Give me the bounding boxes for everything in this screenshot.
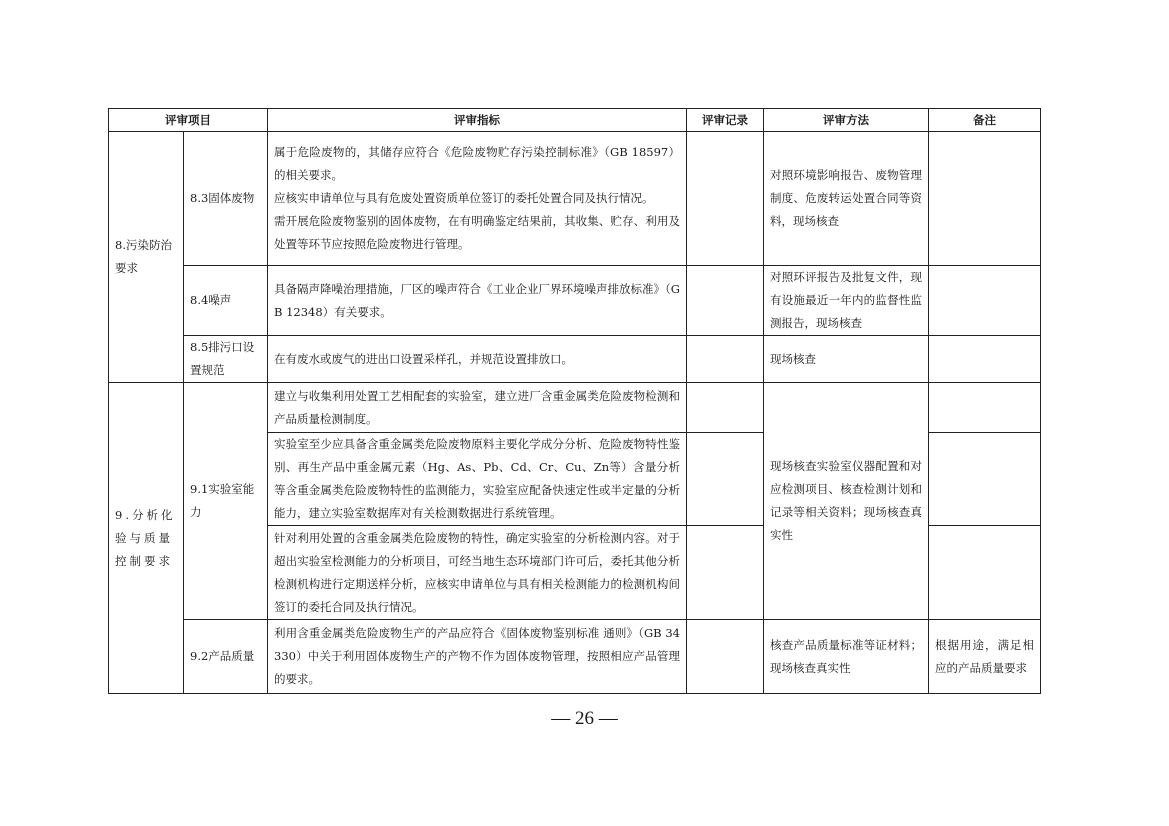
review-table: [108, 108, 1041, 694]
header-remark: 备注: [929, 109, 1041, 132]
remark-cell[interactable]: [929, 132, 1041, 266]
indicator-cell: 在有废水或废气的进出口设置采样孔，并规范设置排放口。: [268, 336, 687, 383]
remark-cell[interactable]: [929, 266, 1041, 336]
record-cell[interactable]: [687, 433, 764, 526]
table-header-row: [109, 109, 1041, 132]
remark-cell[interactable]: [929, 433, 1041, 526]
table-row: [109, 383, 1041, 433]
header-review-item: 评审项目: [109, 109, 268, 132]
subsection-title: 9.2产品质量: [184, 620, 268, 694]
header-review-method: 评审方法: [764, 109, 929, 132]
table-row: [109, 620, 1041, 694]
method-cell: 现场核查: [764, 336, 929, 383]
method-cell: 对照环境影响报告、废物管理制度、危废转运处置合同等资料，现场核查: [764, 132, 929, 266]
record-cell[interactable]: [687, 620, 764, 694]
page-number: — 26 —: [551, 708, 618, 729]
record-cell[interactable]: [687, 336, 764, 383]
method-cell: 现场核查实验室仪器配置和对应检测项目、核查检测计划和记录等相关资料；现场核查真实性: [764, 383, 929, 620]
table-row: [109, 266, 1041, 336]
method-cell: 对照环评报告及批复文件，现有设施最近一年内的监督性监测报告，现场核查: [764, 266, 929, 336]
remark-cell[interactable]: [929, 383, 1041, 433]
section-title: 8.污染防治要求: [109, 132, 184, 383]
header-review-indicator: 评审指标: [268, 109, 687, 132]
record-cell[interactable]: [687, 383, 764, 433]
table-row: [109, 336, 1041, 383]
indicator-cell: 利用含重金属类危险废物生产的产品应符合《固体废物鉴别标准 通则》（GB 34330）中关于利用固体废物生产的产物不作为固体废物管理，按照相应产品管理的要求。: [268, 620, 687, 694]
remark-cell[interactable]: [929, 336, 1041, 383]
indicator-cell: 建立与收集利用处置工艺相配套的实验室，建立进厂含重金属类危险废物检测和产品质量检测制度。: [268, 383, 687, 433]
table-row: [109, 132, 1041, 266]
header-review-record: 评审记录: [687, 109, 764, 132]
method-cell: 核查产品质量标准等证材料；现场核查真实性: [764, 620, 929, 694]
record-cell[interactable]: [687, 132, 764, 266]
record-cell[interactable]: [687, 526, 764, 620]
remark-cell: 根据用途，满足相应的产品质量要求: [929, 620, 1041, 694]
subsection-title: 9.1实验室能力: [184, 383, 268, 620]
indicator-cell: 针对利用处置的含重金属类危险废物的特性，确定实验室的分析检测内容。对于超出实验室检测能力的分析项目，可经当地生态环境部门许可后，委托其他分析检测机构进行定期送样分析，应核实申请单位与具有相关检测能力的检测机构间签订的委托合同及执行情况。: [268, 526, 687, 620]
indicator-cell: 具备隔声降噪治理措施，厂区的噪声符合《工业企业厂界环境噪声排放标准》（GB 12348）有关要求。: [268, 266, 687, 336]
record-cell[interactable]: [687, 266, 764, 336]
indicator-cell: 实验室至少应具备含重金属类危险废物原料主要化学成分分析、危险废物特性鉴别、再生产品中重金属元素（Hg、As、Pb、Cd、Cr、Cu、Zn等）含量分析等含重金属类危险废物特性的监测能力，实验室应配备快速定性或半定量的分析能力，建立实验室数据库对有关检测数据进行系统管理。: [268, 433, 687, 526]
subsection-title: 8.5排污口设置规范: [184, 336, 268, 383]
indicator-cell: 属于危险废物的，其储存应符合《危险废物贮存污染控制标准》（GB 18597）的相关要求。 应核实申请单位与具有危废处置资质单位签订的委托处置合同及执行情况。 需开展危险废物鉴别的固体废物，在有明确鉴定结果前，其收集、贮存、利用及处置等环节应按照危险废物进行管理。: [268, 132, 687, 266]
subsection-title: 8.3固体废物: [184, 132, 268, 266]
remark-cell[interactable]: [929, 526, 1041, 620]
section-title: 9.分析化验与质量控制要求: [109, 383, 184, 694]
subsection-title: 8.4噪声: [184, 266, 268, 336]
